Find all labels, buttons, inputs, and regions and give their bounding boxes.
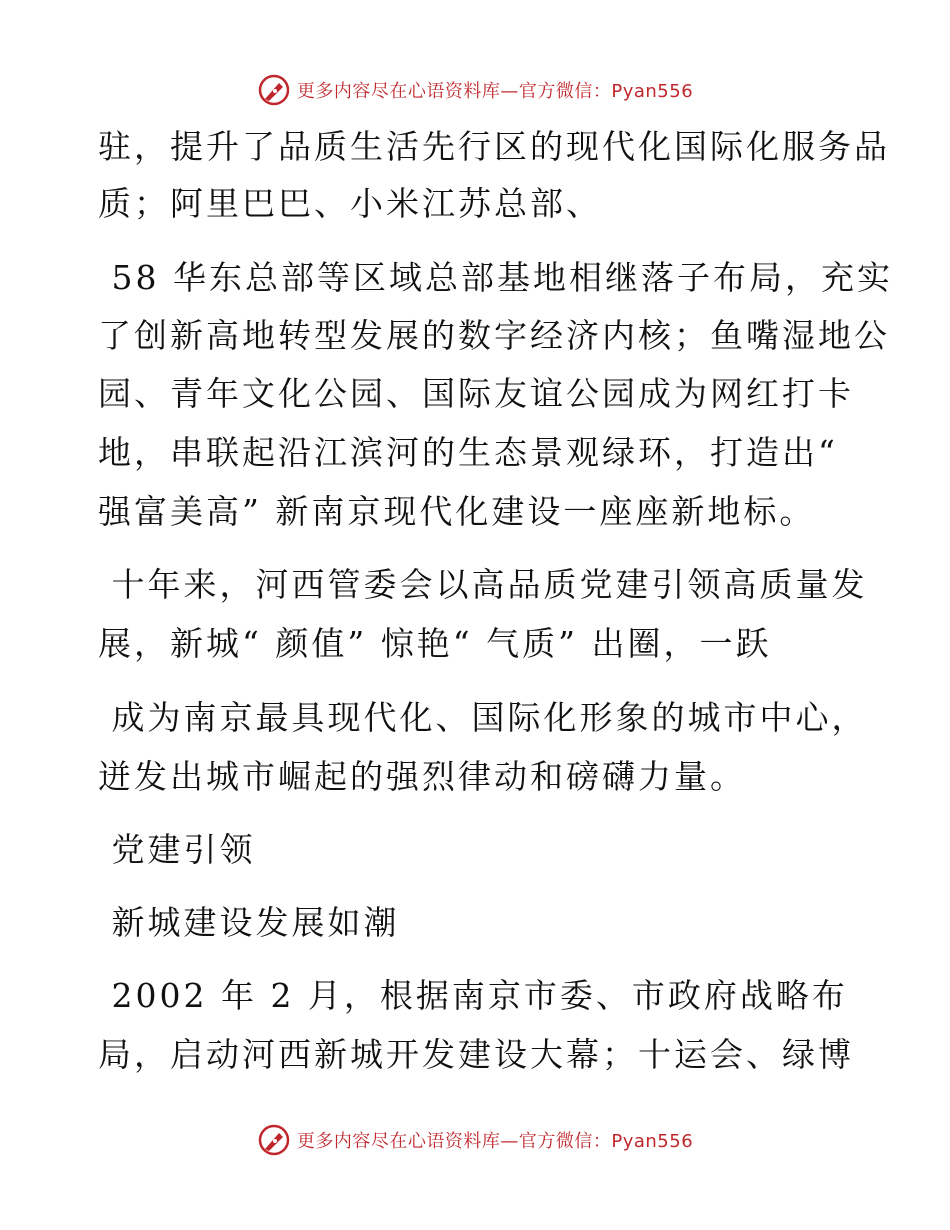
text-line: 了创新高地转型发展的数字经济内核；鱼嘴湿地公 bbox=[98, 316, 890, 355]
text-line: 2002 年 2 月，根据南京市委、市政府战略布 bbox=[98, 976, 848, 1015]
section-heading: 党建引领 bbox=[98, 830, 256, 869]
text-line: 展，新城“ 颜值” 惊艳“ 气质” 出圈，一跃 bbox=[98, 624, 772, 663]
text-line: 强富美高” 新南京现代化建设一座座新地标。 bbox=[98, 492, 816, 531]
text-line: 质；阿里巴巴、小米江苏总部、 bbox=[98, 184, 602, 223]
text-line: 十年来，河西管委会以高品质党建引领高质量发 bbox=[98, 565, 868, 604]
text-line: 局，启动河西新城开发建设大幕；十运会、绿博 bbox=[98, 1035, 854, 1074]
watermark-text: 更多内容尽在心语资料库—官方微信：Pyan556 bbox=[296, 81, 694, 102]
pen-nib-logo-icon bbox=[257, 73, 291, 107]
text-line: 58 华东总部等区域总部基地相继落子布局，充实 bbox=[98, 258, 893, 297]
pen-nib-logo-icon bbox=[257, 1123, 291, 1157]
text-line: 园、青年文化公园、国际友谊公园成为网红打卡 bbox=[98, 374, 854, 413]
text-line: 地，串联起沿江滨河的生态景观绿环，打造出“ bbox=[98, 433, 838, 472]
text-line: 迸发出城市崛起的强烈律动和磅礴力量。 bbox=[98, 757, 746, 796]
text-line: 驻，提升了品质生活先行区的现代化国际化服务品 bbox=[98, 127, 890, 166]
section-subheading: 新城建设发展如潮 bbox=[98, 903, 400, 942]
text-line: 成为南京最具现代化、国际化形象的城市中心， bbox=[98, 698, 868, 737]
watermark-header bbox=[0, 70, 950, 110]
watermark-text: 更多内容尽在心语资料库—官方微信：Pyan556 bbox=[296, 1131, 694, 1152]
watermark-footer bbox=[0, 1120, 950, 1160]
